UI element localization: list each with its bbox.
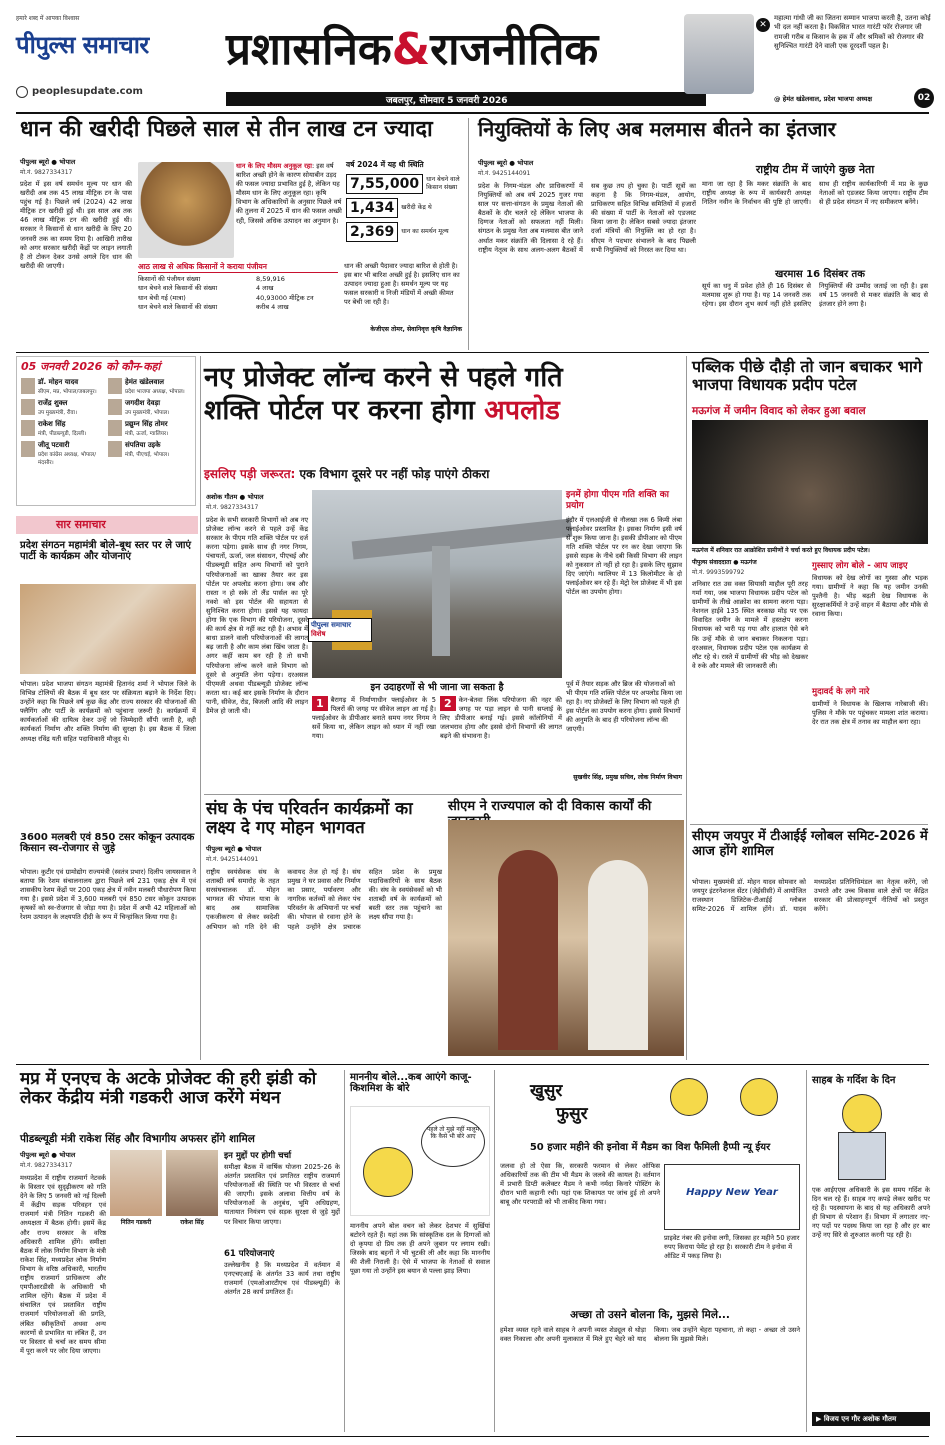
section-rule bbox=[16, 1064, 929, 1065]
cartoon-face bbox=[363, 1147, 413, 1197]
new-year-card bbox=[664, 1164, 800, 1230]
divider bbox=[686, 356, 687, 1060]
person-role: उप मुख्यमंत्री, रीवा। bbox=[38, 410, 78, 416]
schedule-item bbox=[21, 420, 104, 437]
stat-num: 7,55,000 bbox=[346, 174, 423, 194]
khusur-title-2: फुसुर bbox=[556, 1104, 588, 1124]
lead-mobile: मो.नं. 9827334317 bbox=[206, 504, 259, 511]
person-name: संपतिया उइके bbox=[125, 441, 161, 449]
example-num: 1 bbox=[312, 696, 328, 711]
nh-mobile: मो.नं. 9827334317 bbox=[20, 1162, 73, 1169]
mauganj-subhead: गुस्साए लोग बोले - आप जाइए bbox=[812, 561, 908, 571]
appointments-subbody2: सूर्य का धनु में प्रवेश होते ही 16 दिसंबर से मलमास शुरू हो गया है। यह 14 जनवरी तक रहेगा। इस दौरान शुभ कार्य नहीं होते इसलिए नियुक्तियों की उम्मीद जताई जा रही है। इस वर्ष 15 जनवरी से मकर संक्रांति के बाद से इंतजार होने लगा है। bbox=[702, 282, 928, 309]
sar-head2: 3600 मलबरी एवं 850 टसर कोकून उत्पादक किसान स्व-रोजगार से जुड़े bbox=[20, 832, 195, 855]
nh-photo-2-caption: राकेश सिंह bbox=[180, 1219, 204, 1226]
table-row bbox=[138, 303, 338, 312]
appointments-body: प्रदेश के निगम-मंडल और प्राधिकरणों में नियुक्तियों को अब वर्ष 2025 गुजर गया साल पर सत्ता-संगठन के प्रमुख नेताओं की बैठकों के दौर चलते रहे लेकिन भाजपा के दिग्गज नेताओं को सफलता नहीं मिली। संगठन के प्रमुख नेता अब मलमास बीत जाने अर्थात मकर संक्रांति की दिलासा दे रहे हैं। राष्ट्रीय नेतृत्व के साथ अलग-अलग बैठकों में सब कुछ तय हो चुका है। पार्टी सूत्रों का कहना है कि निगम-मंडल, आयोग, प्राधिकरण सहित विभिन्न समितियों में हजारों की संख्या में पार्टी के नेताओं को एडजस्ट किया जाना है। लेकिन सबसे ज्यादा इंतजार दर्जा मंत्रियों की नियुक्ति का हो रहा है। सीएम ने पदभार संभालने के बाद पिछली सभी नियुक्तियों को निरस्त कर दिया था। bbox=[478, 182, 696, 254]
lead-byline: अशोक गौतम ● भोपाल bbox=[206, 493, 264, 501]
person-role: मंत्री, पीडब्ल्यूडी, दिल्ली। bbox=[38, 431, 87, 437]
person-photo bbox=[21, 399, 35, 415]
sar-headline: प्रदेश संगठन महामंत्री बोले-बूथ स्तर पर ले जाएं पार्टी के कार्यक्रम और योजनाएं bbox=[20, 540, 191, 563]
masthead bbox=[16, 14, 931, 110]
cartoon-face bbox=[670, 1078, 708, 1116]
mauganj-mobile: मो.नं. 9993599792 bbox=[692, 569, 745, 576]
schedule-item bbox=[21, 378, 104, 395]
logo[interactable]: पीपुल्स समाचार bbox=[16, 31, 149, 59]
mauganj-subbody: विधायक को देख लोगों का गुस्सा और भड़क गया। ग्रामीणों ने कहा कि यह जमीन उनकी पुश्तैनी है। भीड़ बढ़ती देख विधायक के सुरक्षाकर्मियों ने उन्हें वाहन में बैठाया और मौके से रवाना किया। bbox=[812, 574, 928, 619]
nh-photo-1-caption: नितिन गडकरी bbox=[120, 1219, 152, 1226]
cartoon3-body: एक आईएएस अधिकारी के इस समय गर्दिश के दिन चल रहे हैं। साहब नए कपड़े लेकर खरीद पर रहे हैं। पदस्थापना के बाद से यह अधिकारी अपने ही विभाग से परेशान हैं। विभाग में लगातार नए-नए पदों पर पदस्थ किया जा रहा है और हर बार उन्हें नए सिरे से शुरुआत करनी पड़ रही है। bbox=[812, 1186, 930, 1240]
mauganj-body: शनिवार रात उस वक्त सियासी माहौल पूरी तरह गर्मा गया, जब भाजपा विधायक प्रदीप पटेल को ग्रामीणों के तीखे आक्रोश का सामना करना पड़ा। नेशनल हाईवे 135 स्थित बरकाछ मोड़ पर एक विवादित जमीन के मामले में हस्तक्षेप करना विधायक को भारी पड़ गया और हालात ऐसे बने कि उन्हें मौके से जान बचाकर निकलना पड़ा। दरअसल, विधायक प्रदीप पटेल एक कार्यक्रम से लौट रहे थे। रास्ते में ग्रामीणों की भीड़ को देखकर वे रुके और मामले की जानकारी ली। bbox=[692, 580, 808, 670]
grain-photo bbox=[138, 162, 234, 258]
khusur-title-1: खुसुर bbox=[530, 1081, 563, 1101]
mauganj-caption: मऊगंज में शनिवार रात आक्रोशित ग्रामीणों ने चर्चा करते हुए विधायक प्रदीप पटेल। bbox=[692, 547, 870, 554]
cartoon1-title: माननीय बोले...कब आएंगे काजू-किशमिश के बोरे bbox=[350, 1072, 472, 1095]
tie-headline: सीएम जयपुर में टीआईई ग्लोबल समिट-2026 में आज होंगे शामिल bbox=[692, 829, 928, 859]
nh-subbody2: उल्लेखनीय है कि मध्यप्रदेश में वर्तमान में एनएचएआई के अंतर्गत 33 कार्य तथा राष्ट्रीय राजमार्ग (एमओआरटीएच एवं पीडब्ल्यूडी) के अंतर्गत 28 कार्य प्रगतिरत हैं। bbox=[224, 1261, 340, 1297]
nh-headline: मप्र में एनएच के अटके प्रोजेक्ट की हरी झंडी को लेकर केंद्रीय मंत्री गडकरी आज करेंगे मंथन bbox=[20, 1069, 317, 1109]
person-photo bbox=[108, 399, 122, 415]
nh-photo-2 bbox=[166, 1150, 218, 1216]
divider bbox=[204, 794, 682, 795]
cm-governor-headline: सीएम ने राज्यपाल को दी विकास कार्यों की bbox=[448, 799, 652, 814]
section-rule bbox=[16, 352, 929, 353]
appointments-headline: नियुक्तियों के लिए अब मलमास बीतने का इंतजार bbox=[478, 117, 836, 141]
paddy-table bbox=[138, 262, 338, 313]
stat-label: धान बेचने वाले किसान संख्या bbox=[426, 176, 460, 191]
lead-deck-text: एक विभाग दूसरे पर नहीं फोड़ पाएंगे ठीकरा bbox=[299, 467, 490, 481]
sar-photo bbox=[20, 584, 196, 674]
person-role: प्रदेश कांग्रेस अध्यक्ष, भोपाल/मंदसौर। bbox=[38, 452, 97, 466]
table-label: धान बेचने वाले किसानों की संख्या bbox=[138, 284, 218, 293]
stat-row bbox=[346, 222, 462, 242]
schedule-title: 05 जनवरी 2026 को कौन-कहां bbox=[21, 360, 161, 373]
person-name: जगदीश देवड़ा bbox=[125, 399, 161, 407]
flyover-photo bbox=[312, 490, 562, 678]
paddy-sidebar-text: : इस वर्ष बारिश अच्छी होने के कारण सोयाबीन उड़द की फसल ज्यादा प्रभावित हुई है, लेकिन यह मौसम धान के लिए अनुकूल रहा। कृषि विभाग के अधिकारियों के अनुसार पिछले वर्ष की तुलना में 2025 में धान की फसल अच्छी रही, जिससे अधिक उत्पादन का अनुमान है। bbox=[236, 162, 342, 225]
person-role: मंत्री, ऊर्जा, ग्वालियर। bbox=[125, 431, 169, 437]
stat-row bbox=[346, 174, 462, 194]
stat-row bbox=[346, 198, 462, 218]
schedule-item bbox=[21, 399, 104, 416]
table-value: 4 लाख bbox=[256, 284, 274, 293]
section-title-1: प्रशासनिक bbox=[226, 24, 392, 75]
person-name: राकेश सिंह bbox=[38, 420, 66, 428]
mauganj-photo bbox=[692, 420, 928, 544]
cartoon-face bbox=[740, 1078, 778, 1116]
signature-tag: ▶ विजय एन गौर अशोक गौतम bbox=[812, 1412, 930, 1426]
appointments-subhead2: खरमास 16 दिसंबर तक bbox=[775, 269, 865, 280]
page-number: 02 bbox=[914, 88, 934, 108]
special-sub: विशेष bbox=[311, 630, 326, 638]
person-name: प्रद्युम्न सिंह तोमर bbox=[125, 420, 168, 428]
rss-byline: पीपुल्स ब्यूरो ● भोपाल bbox=[206, 845, 262, 853]
sar-body2: भोपाल। कुटीर एवं ग्रामोद्योग राज्यमंत्री (स्वतंत्र प्रभार) दिलीप जायसवाल ने बताया कि रेशम संचालनालय द्वारा पिछले वर्ष 231 एकड़ क्षेत्र में एवं शासकीय रेशम केंद्रों पर 200 एकड़ क्षेत्र में नवीन मलबरी पौधारोपण किया गया है। इससे प्रदेश में 3,600 मलबरी एवं 850 टसर कोकून उत्पादक कृषकों को स्व-रोजगार से जोड़ा गया है। प्रदेश में अभी 42 महिलाओं को रेशम उत्पादन के लक्ष्यपति दीदी के रूप में चिन्हांकित किया गया है। bbox=[20, 868, 196, 922]
mauganj-subbody2: ग्रामीणों ने विधायक के खिलाफ नारेबाजी की। पुलिस ने मौके पर पहुंचकर मामला शांत कराया। देर रात तक क्षेत्र में तनाव का माहौल बना रहा। bbox=[812, 700, 928, 727]
info-body: इंदौर में एलआईजी से नौलखा तक 6 किमी लंबा फ्लाईओवर प्रस्तावित है। इसका निर्माण इसी वर्ष से शुरू किया जाना है। इसकी डीपीआर को पीएम गति शक्ति पोर्टल पर रन कर देखा जाएगा कि इससे सड़क के नीचे दबी किसी विभाग की लाइन को नुकसान तो नहीं हो रहा है। इसके लिए सुझाव दिए जाएंगे। ग्वालियर में 13 किलोमीटर के दो फ्लाईओवर बन रहे हैं। मेट्रो रेल प्रोजेक्ट में भी इस पोर्टल का उपयोग होगा। bbox=[566, 515, 683, 597]
nh-subbody: समीक्षा बैठक में वार्षिक योजना 2025-26 के अंतर्गत प्रस्तावित एवं प्रगतिरत राष्ट्रीय राजमार्ग परियोजनाओं की स्थिति पर भी विस्तार से चर्चा की जाएगी। इसके अलावा वित्तीय वर्ष के परियोजनाओं के अनुबंध, भूमि अधिग्रहण, यातायात नियंत्रण एवं सड़क सुरक्षा से जुड़े मुद्दों पर विचार किया जाएगा। bbox=[224, 1163, 340, 1226]
schedule-item bbox=[108, 378, 191, 395]
table-value: 8,59,916 bbox=[256, 275, 285, 283]
nh-byline: पीपुल्स ब्यूरो ● भोपाल bbox=[20, 1151, 76, 1159]
paddy-body: प्रदेश में इस वर्ष समर्थन मूल्य पर धान की खरीदी अब तक 45 लाख मीट्रिक टन के पास पहुंच गई है। पिछले वर्ष (2024) 42 लाख मीट्रिक टन खरीदी हुई थी। इस साल अब तक 46 लाख मीट्रिक टन की खरीदी हुई थी। सरकार ने किसानों से धान खरीदी के लिए 20 जनवरी तक का समय दिया है। आखिरी तारीख को अगर सरकार खरीदी केंद्रों पर लाइन लगाती है तो टोकन देकर उनसे अगले दिन धान की खरीदी की जाएगी। bbox=[20, 180, 132, 270]
section-title bbox=[226, 24, 599, 75]
sar-body: भोपाल। प्रदेश भाजपा संगठन महामंत्री हितानंद शर्मा ने भोपाल जिले के विभिन्न टोलियों की बैठक में बूथ स्तर पर संक्रियता बढ़ाने के निर्देश दिए। उन्होंने कहा कि पिछले वर्ष कुछ केंद्र और राज्य सरकार की योजनाओं की फ्लैगिंग और पार्टी के कार्यक्रमों को पहुंचाना जरूरी है। कार्यक्रमों में कार्यकर्ताओं की दायित्व देकर उन्हें जो जिम्मेदारी सौंपी जाती है, वही कार्यकर्ता निर्माण और शक्ति निर्माण की सुरक्षा है। इस बैठक में जिला अध्यक्ष रविंद्र यती सहित पदाधिकारी मौजूद थे। bbox=[20, 680, 196, 743]
bottom-rule bbox=[16, 1436, 929, 1437]
flyover-deck bbox=[352, 519, 573, 560]
tie-body: भोपाल। मुख्यमंत्री डॉ. मोहन यादव सोमवार को जयपुर इंटरनेशनल सेंटर (जेईसीसी) में आयोजित राजस्थान डिजिटेक-टीआईई ग्लोबल समिट-2026 में शामिल होंगे। डॉ. यादव मध्यप्रदेश प्रतिनिधिमंडल का नेतृत्व करेंगे, जो उभरते और उच्च विकास वाले क्षेत्रों पर केंद्रित सरकार की प्रोत्साहनपूर्ण नीतियों को प्रस्तुत करेंगे। bbox=[692, 878, 928, 914]
sar-label: सार समाचार bbox=[16, 516, 198, 534]
table-row bbox=[138, 275, 338, 284]
example-2 bbox=[440, 696, 562, 788]
appointments-subhead: राष्ट्रीय टीम में जाएंगे कुछ नेता bbox=[755, 163, 875, 176]
x-icon: ✕ bbox=[756, 18, 770, 32]
mauganj-headline: पब्लिक पीछे दौड़ी तो जान बचाकर भागे भाजपा विधायक प्रदीप पटेल bbox=[692, 357, 922, 394]
info-box bbox=[566, 490, 682, 676]
person-name: डॉ. मोहन यादव bbox=[38, 378, 79, 386]
cartoon-body bbox=[838, 1132, 886, 1180]
table-value: करीब 4 लाख bbox=[256, 303, 289, 312]
cartoon1-body: माननीय अपने बोल वचन को लेकर देशभर में सुर्खियां बटोरने रहते हैं। यहां तक कि सांस्कृतिक दल के दिग्गजों को दो कृपया दो प्रिय तक ही अपने जुबान पर लगाम रखी। जिसके बाद बहनों ने भी चुटकी ली और कहा कि माननीय की शैली निराली है। ऐसे में भाजपा के नेताओं से सवाल पूछा गया तो उन्होंने इस बयान से पल्ला झाड़ लिया। bbox=[350, 1222, 490, 1276]
paddy-headline: धान की खरीदी पिछले साल से तीन लाख टन ज्यादा bbox=[20, 117, 433, 142]
cartoon3-title: साहब के गर्दिश के दिन bbox=[812, 1075, 896, 1086]
rss-mobile: मो.नं. 9425144091 bbox=[206, 856, 259, 863]
appointments-subbody: माना जा रहा है कि मकर संक्रांति के बाद राष्ट्रीय अध्यक्ष के रूप में कार्यकारी अध्यक्ष नितिन नवीन के निर्वाचन की पुष्टि हो जाएगी। साथ ही राष्ट्रीय कार्यकारिणी में मप्र के कुछ नेताओं को एडजस्ट किया जाएगा। राष्ट्रीय टीम से ही प्रदेश संगठन में नए समीकरण बनेंगे। bbox=[702, 180, 928, 207]
table-label: धान बेची गई (मात्रा) bbox=[138, 293, 186, 302]
table-label: धान बेचने वाले किसानों की संख्या bbox=[138, 303, 218, 312]
masthead-rule bbox=[16, 112, 929, 114]
cartoon2-body2: हमेशा व्यस्त रहने वाले साहब ने अपनी व्यस्त शेड्यूल से थोड़ा वक्त निकाला और अपनी मुलाकात में मिले हुए चेहरे को याद किया। जब उन्होंने चेहरा पहचाना, तो कहा - अच्छा तो उसने बोलना कि मुझसे मिले। bbox=[500, 1326, 800, 1344]
schedule-item bbox=[108, 420, 191, 437]
example-text: केन-बेतवा लिंक परियोजना की नहर की जगह पर पड़ा लाइन से पानी सप्लाई के लिए डीपीआर बनाई गई। इससे कॉलोनियों में जलभराव होगा और इससे दोनों विभागों की लागत बढ़ने की संभावना है। bbox=[440, 696, 562, 741]
cartoon3-drawing bbox=[812, 1090, 930, 1182]
special-tag bbox=[308, 618, 372, 642]
globe-icon bbox=[16, 86, 28, 98]
person-role: प्रदेश भाजपा अध्यक्ष, भोपाल। bbox=[125, 389, 185, 395]
paddy-quote: धान की अच्छी पैदावार ज्यादा बारिश से होती है। इस बार भी बारिश अच्छी हुई है। इसलिए धान का उत्पादन ज्यादा हुआ है। समर्थन मूल्य पर यह फसल सरकारी व निजी मंडियों में अच्छी कीमत पर बेची जा रही है। bbox=[344, 262, 460, 307]
nh-photo-1 bbox=[110, 1150, 162, 1216]
divider bbox=[468, 118, 469, 350]
person-role: सीएम, मप्र, भोपाल/जबलपुर। bbox=[38, 389, 97, 395]
paddy-stats bbox=[346, 160, 462, 266]
nh-subhead2: 61 परियोजनाएं bbox=[224, 1249, 275, 1259]
paddy-mobile: मो.नं. 9827334317 bbox=[20, 169, 73, 176]
lead-quote-author: सुखवीर सिंह, प्रमुख सचिव, लोक निर्माण विभाग bbox=[573, 774, 682, 781]
cm-governor-photo bbox=[448, 820, 684, 1056]
lead-headline bbox=[204, 362, 682, 428]
appointments-byline: पीपुल्स ब्यूरो ● भोपाल bbox=[478, 159, 534, 167]
khusur-title bbox=[530, 1078, 650, 1130]
example-1 bbox=[312, 696, 436, 788]
nh-subhead: इन मुद्दों पर होगी चर्चा bbox=[224, 1151, 292, 1161]
section-amp: & bbox=[391, 24, 431, 75]
dateline: जबलपुर, सोमवार 5 जनवरी 2026 bbox=[386, 96, 508, 106]
person-photo bbox=[21, 378, 35, 394]
stat-label: खरीदी केंद्र थे bbox=[401, 204, 432, 212]
cartoon-face bbox=[842, 1094, 882, 1134]
quote-text: महात्मा गांधी जी का जितना सम्मान भाजपा करती है, उतना कोई भी दल नहीं करता है। विकसित भारत गारंटी फॉर रोजगार जी रामजी गरीब व किसान के हक में और श्रमिकों को रोजगार की सुनिश्चित गारंटी देने वाली एक दूरदर्शी पहल है। bbox=[774, 14, 931, 51]
card-text: Happy New Year bbox=[686, 1187, 778, 1198]
table-row bbox=[138, 294, 338, 303]
paddy-byline: पीपुल्स ब्यूरो ● भोपाल bbox=[20, 158, 76, 166]
table-value: 40,93000 मीट्रिक टन bbox=[256, 293, 314, 302]
person-photo bbox=[108, 420, 122, 436]
cartoon1-drawing bbox=[350, 1106, 490, 1216]
person-figure bbox=[588, 860, 648, 1050]
nh-deck: पीडब्ल्यूडी मंत्री राकेश सिंह और विभागीय अफसर होंगे शामिल bbox=[20, 1133, 255, 1145]
lead-deck bbox=[204, 465, 682, 482]
person-role: उप मुख्यमंत्री, भोपाल। bbox=[125, 410, 170, 416]
paddy-sidebar bbox=[236, 162, 342, 258]
special-label: पीपुल्स समाचार bbox=[311, 621, 352, 629]
examples-head: इन उदाहरणों से भी जाना जा सकता है bbox=[370, 682, 504, 693]
lead-headline-red: अपलोड bbox=[484, 394, 560, 426]
paddy-sidebar-label: धान के लिए मौसम अनुकूल रहा bbox=[236, 162, 312, 170]
divider bbox=[690, 824, 928, 825]
table-row bbox=[138, 284, 338, 293]
schedule-item bbox=[21, 441, 104, 466]
person-name: हेमंत खंडेलवाल bbox=[125, 378, 164, 386]
divider bbox=[806, 1070, 807, 1432]
info-head: इनमें होगा पीएम गति शक्ति का प्रयोग bbox=[566, 490, 669, 512]
schedule-grid bbox=[17, 376, 195, 468]
schedule-item bbox=[108, 441, 191, 466]
person-photo bbox=[21, 441, 35, 457]
divider bbox=[344, 1070, 345, 1432]
mauganj-byline: पीपुल्स संवाददाता ● मऊगंज bbox=[692, 559, 757, 566]
lead-headline-1: नए प्रोजेक्ट लॉन्च करने से पहले गति bbox=[204, 362, 563, 393]
cartoon2-headline: 50 हजार महीने की इनोवा में मैडम का विश फैमिली हैप्पी न्यू ईयर bbox=[529, 1142, 771, 1153]
rss-body: राष्ट्रीय स्वयंसेवक संघ के शताब्दी वर्ष समारोह के तहत सरसंघचालक डॉ. मोहन भागवत की भोपाल यात्रा के बाद अब सामाजिक एकजीकरण से लेकर स्वदेशी अभियान को गति देने की कवायद तेज हो गई है। संघ प्रमुख ने घर प्रवास और निर्माण का प्रसार, पर्यावरण और नागरिक कर्तव्यों को लेकर पंच परिवर्तन के अभियानों पर चर्चा की। भोपाल से रवाना होने के पहले उन्होंने क्षेत्र प्रचारक सहित प्रदेश के प्रमुख पदाधिकारियों के साथ बैठक की। संघ के स्वयंसेवकों को भी शताब्दी वर्ष के कार्यक्रमों को बस्ती स्तर तक पहुंचाने का लक्ष्य सौंपा गया है। bbox=[206, 868, 442, 931]
appointments-mobile: मो.नं. 9425144091 bbox=[478, 170, 531, 177]
person-name: जीतू पटवारी bbox=[38, 441, 70, 449]
mauganj-subhead2: मुदावर्द के लगे नारे bbox=[812, 687, 870, 697]
schedule-item bbox=[108, 399, 191, 416]
person-figure bbox=[498, 850, 558, 1050]
lead-headline-2: शक्ति पोर्टल पर करना होगा bbox=[204, 394, 475, 426]
rss-headline: संघ के पंच परिवर्तन कार्यक्रमों का लक्ष्य दे गए मोहन भागवत bbox=[206, 799, 413, 839]
paddy-quote-author: केजीएस तोमर, सेवानिवृत्त कृषि वैज्ञानिक bbox=[370, 326, 462, 333]
person-photo bbox=[108, 441, 122, 457]
cartoon2-caption: प्राइवेट नंबर की इनोवा लगी, जिसका हर महीने 50 हजार रुपए किराया पेमेंट हो रहा है। सरकारी टीम ने इनोवा में ऑडिट में पकड़ लिया है। bbox=[664, 1234, 800, 1261]
logo-tagline: हमारे शब्द में आपका विश्वास bbox=[16, 15, 80, 22]
cartoon2-body: जलवा हो तो ऐसा कि, सरकारी फरमान से लेकर ऑफिस अधिकारियों तक की टीम भी मैडम के जलवे की कायल है। वर्तमान में प्रभारी डिप्टी कलेक्टर मैडम ने कभी नर्मदा किनारे पोस्टिंग के दौरान भारी कहानी रची। यहां एक शिकायत पर जांच हुई तो अपने बाबू और परपराडी को भी ताकीद किया गया। bbox=[500, 1162, 660, 1207]
paddy-table-title: आठ लाख से अधिक किसानों ने कराया पंजीयन bbox=[138, 262, 338, 273]
portrait-photo bbox=[684, 14, 754, 94]
stat-num: 1,434 bbox=[346, 198, 398, 218]
lead-quote: पूर्व में तैयार सड़क और ब्रिज की योजनाओं को भी पीएम गति शक्ति पोर्टल पर अपलोड किया जा रहा है। नए प्रोजेक्टों के लिए विभाग को पहले ही इस पोर्टल का उपयोग करना होगा। इससे विभागों की अनुमति के बाद ही परियोजना लॉन्च की जाएगी। bbox=[566, 680, 682, 734]
schedule-box bbox=[16, 356, 196, 506]
speech-bubble: पहले तो मुझे नहीं मालूम कि कैसे भी बोरे आए bbox=[421, 1117, 485, 1167]
mauganj-deck: मऊगंज में जमीन विवाद को लेकर हुआ बवाल bbox=[692, 405, 866, 417]
stat-label: धान का समर्थन मूल्य bbox=[401, 228, 449, 236]
table-label: किसानों की पंजीयन संख्या bbox=[138, 275, 201, 283]
lead-deck-red: इसलिए पड़ी जरूरत: bbox=[204, 467, 296, 481]
section-title-2: राजनीतिक bbox=[430, 24, 599, 75]
lead-body: प्रदेश के सभी सरकारी विभागों को अब नए प्रोजेक्ट लॉन्च करने से पहले उन्हें केंद्र सरकार के पीएम गति शक्ति पोर्टल पर दर्ज करना पड़ेगा। इसके साथ ही नगर निगम, पंचायतों, ऊर्जा, जल संसाधन, पीएचई और पीडब्ल्यूडी सहित अन्य विभागों को पुराने परियोजनाओं का खाका तैयार कर इस पोर्टल पर अपलोड करना होगा। जब और रास्ता न हो सके तो लैंड पार्सल का पूरे नक्शे को इस पोर्टल की सहायता से सुनिश्चित करना होगा। इससे यह फायदा होगा कि एक विभाग की परियोजना, दूसरे की कार्य क्षेत्र से नहीं कट रही है। अभाव में बाधा डालने वाली परियोजनाओं की लागत बढ़ जाती है और काम लंबा खिंच जाता है। अगर कहीं काम बन रही है तो सभी परियोजना लॉन्च करने वाले विभाग को दूसरे से अनुमति लेना पड़ेगा। दरअसल पीएमजी अथवा पीडब्ल्यूडी प्रोजेक्ट लॉन्च करता था। कई बार इसके निर्माण के दौरान पानी, सीवेज, रोड, बिजली आदि की लाइन डैमेज हो जाती थी। bbox=[206, 516, 308, 715]
example-text: बैरागढ़ में निर्माणाधीन फ्लाईओवर के 5 पिलरों की जगह पर सीवेज लाइन आ गई है। फ्लाईओवर के डीपीआर बनाते समय नगर निगम ने सर्वे किया था, लेकिन लाइन को ध्यान में नहीं रखा गया। bbox=[312, 696, 436, 741]
divider bbox=[200, 356, 201, 1060]
nh-body: मध्यप्रदेश में राष्ट्रीय राजमार्ग नेटवर्क के विस्तार एवं सुदृढ़ीकरण को गति देने के लिए 5 जनवरी को नई दिल्ली में केंद्रीय सड़क परिवहन एवं राजमार्ग मंत्री नितिन गडकरी की अध्यक्षता में बैठक होगी। इसमें केंद्र और राज्य सरकार के वरिष्ठ अधिकारी शामिल होंगे। समीक्षा बैठक में लोक निर्माण विभाग के मंत्री राकेश सिंह, मध्यप्रदेश लोक निर्माण विभाग के वरिष्ठ अधिकारी, भारतीय राष्ट्रीय राजमार्ग प्राधिकरण और एमपीआरडीसी के अधिकारी भी शामिल रहेंगे। बैठक में प्रदेश में संचालित एवं प्रस्तावित राष्ट्रीय राजमार्ग परियोजनाओं की प्रगति, लंबित स्वीकृतियों अथवा अन्य कारणों से प्रभावित या लंबित हैं, उन पर विस्तार से चर्चा कर समय सीमा में पूरा करने पर जोर दिया जाएगा। bbox=[20, 1174, 106, 1355]
cartoon2-head2: अच्छा तो उसने बोलना कि, मुझसे मिले... bbox=[570, 1309, 730, 1321]
person-name: राजेंद्र शुक्ल bbox=[38, 399, 68, 407]
divider bbox=[494, 1070, 495, 1432]
khusur-cartoon bbox=[660, 1070, 800, 1140]
person-photo bbox=[21, 420, 35, 436]
website[interactable]: peoplesupdate.com bbox=[32, 86, 143, 97]
signature-name-1: विजय एन गौर bbox=[823, 1415, 861, 1423]
person-photo bbox=[108, 378, 122, 394]
example-num: 2 bbox=[440, 696, 456, 711]
stat-num: 2,369 bbox=[346, 222, 398, 242]
paddy-stats-title: वर्ष 2024 में यह थी स्थिति bbox=[346, 160, 424, 169]
quote-author: @ हेमंत खंडेलवाल, प्रदेश भाजपा अध्यक्ष bbox=[774, 95, 873, 103]
signature-name-2: अशोक गौतम bbox=[862, 1415, 897, 1423]
flyover-pillar bbox=[432, 546, 450, 656]
person-role: मंत्री, पीएचई, भोपाल। bbox=[125, 452, 170, 458]
